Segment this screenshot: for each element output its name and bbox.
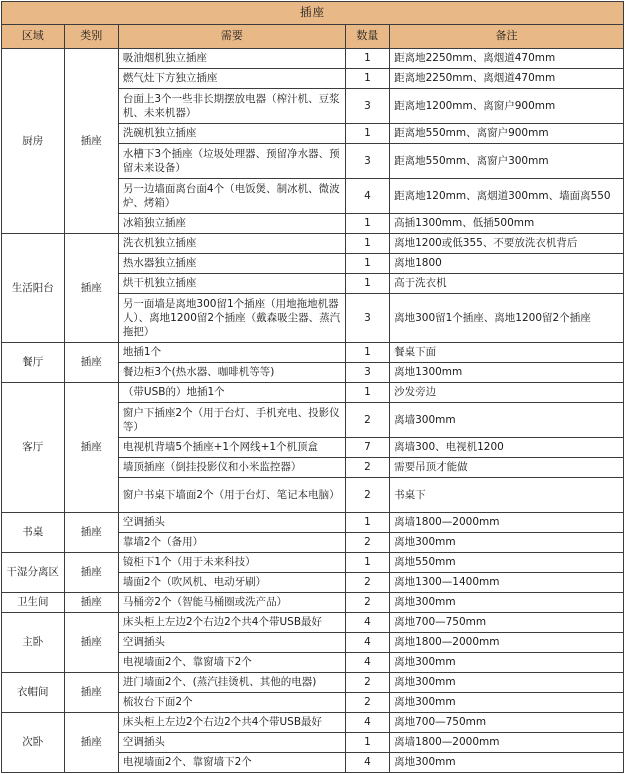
cell-note: 距离地2250mm、离烟道470mm <box>390 49 624 69</box>
cell-quantity: 4 <box>345 613 389 633</box>
cell-quantity: 1 <box>345 553 389 573</box>
cell-quantity: 1 <box>345 124 389 144</box>
cell-note: 离墙1800—2000mm <box>390 733 624 753</box>
cell-note: 离地300mm <box>390 653 624 673</box>
cell-quantity: 2 <box>345 403 389 438</box>
cell-need: 烘干机独立插座 <box>118 274 345 294</box>
cell-need: 墙面2个（吹风机、电动牙刷） <box>118 573 345 593</box>
cell-quantity: 2 <box>345 478 389 513</box>
cell-area: 次卧 <box>2 713 65 773</box>
cell-note: 餐桌下面 <box>390 343 624 363</box>
cell-note: 离地300mm <box>390 533 624 553</box>
cell-note: 离地300留1个插座、离地1200留2个插座 <box>390 294 624 343</box>
cell-note: 书桌下 <box>390 478 624 513</box>
cell-need: （带USB的）地插1个 <box>118 383 345 403</box>
cell-quantity: 1 <box>345 254 389 274</box>
cell-need: 电视机背墙5个插座+1个网线+1个机顶盒 <box>118 438 345 458</box>
table-row <box>2 49 624 69</box>
cell-need: 床头柜上左边2个右边2个共4个带USB最好 <box>118 613 345 633</box>
cell-note: 离地300mm <box>390 693 624 713</box>
cell-quantity: 4 <box>345 753 389 773</box>
cell-need: 马桶旁2个（智能马桶圈或洗产品） <box>118 593 345 613</box>
cell-quantity: 4 <box>345 179 389 214</box>
cell-area: 干湿分离区 <box>2 553 65 593</box>
cell-category: 插座 <box>64 613 118 673</box>
cell-quantity: 2 <box>345 573 389 593</box>
cell-need: 地插1个 <box>118 343 345 363</box>
cell-need: 窗户下插座2个（用于台灯、手机充电、投影仪等） <box>118 403 345 438</box>
cell-need: 水槽下3个插座（垃圾处理器、预留净水器、预留未来设备） <box>118 144 345 179</box>
column-header-row <box>2 25 624 49</box>
cell-note: 高于洗衣机 <box>390 274 624 294</box>
table-row <box>2 513 624 533</box>
cell-category: 插座 <box>64 383 118 513</box>
cell-category: 插座 <box>64 49 118 234</box>
cell-quantity: 1 <box>345 383 389 403</box>
column-header-0: 区域 <box>2 25 65 49</box>
cell-note: 距离地550mm、离窗户900mm <box>390 124 624 144</box>
cell-quantity: 2 <box>345 458 389 478</box>
cell-quantity: 3 <box>345 144 389 179</box>
cell-note: 沙发旁边 <box>390 383 624 403</box>
cell-quantity: 3 <box>345 294 389 343</box>
cell-need: 床头柜上左边2个右边2个共4个带USB最好 <box>118 713 345 733</box>
cell-note: 离地1300—1400mm <box>390 573 624 593</box>
cell-area: 卫生间 <box>2 593 65 613</box>
cell-quantity: 2 <box>345 533 389 553</box>
cell-note: 高插1300mm、低插500mm <box>390 214 624 234</box>
cell-need: 电视墙面2个、靠窗墙下2个 <box>118 753 345 773</box>
cell-area: 书桌 <box>2 513 65 553</box>
cell-need: 进门墙面2个、(蒸汽挂烫机、其他的电器) <box>118 673 345 693</box>
cell-quantity: 1 <box>345 69 389 89</box>
cell-note: 离地550mm <box>390 553 624 573</box>
cell-note: 离地1800 <box>390 254 624 274</box>
cell-category: 插座 <box>64 343 118 383</box>
cell-area: 餐厅 <box>2 343 65 383</box>
cell-note: 距离地2250mm、离烟道470mm <box>390 69 624 89</box>
cell-note: 离地300mm <box>390 593 624 613</box>
cell-need: 窗户书桌下墙面2个（用于台灯、笔记本电脑） <box>118 478 345 513</box>
cell-quantity: 1 <box>345 733 389 753</box>
cell-quantity: 2 <box>345 693 389 713</box>
title-row <box>2 2 624 25</box>
cell-quantity: 1 <box>345 343 389 363</box>
table-row <box>2 553 624 573</box>
cell-quantity: 7 <box>345 438 389 458</box>
cell-need: 燃气灶下方独立插座 <box>118 69 345 89</box>
cell-need: 餐边柜3个(热水器、咖啡机等等) <box>118 363 345 383</box>
table-row <box>2 613 624 633</box>
cell-area: 生活阳台 <box>2 234 65 343</box>
cell-note: 距离地550mm、离窗户300mm <box>390 144 624 179</box>
cell-category: 插座 <box>64 713 118 773</box>
socket-plan-document <box>0 1 625 773</box>
cell-need: 空调插头 <box>118 733 345 753</box>
cell-note: 离地1800—2000mm <box>390 633 624 653</box>
cell-need: 洗衣机独立插座 <box>118 234 345 254</box>
cell-note: 离墙1800—2000mm <box>390 513 624 533</box>
cell-category: 插座 <box>64 513 118 553</box>
cell-quantity: 1 <box>345 274 389 294</box>
column-header-2: 需要 <box>118 25 345 49</box>
cell-category: 插座 <box>64 553 118 593</box>
cell-need: 另一面墙是离地300留1个插座（用地拖地机器人）、离地1200留2个插座（戴森吸尘器、蒸汽拖把） <box>118 294 345 343</box>
cell-need: 镜柜下1个（用于未来科技） <box>118 553 345 573</box>
cell-need: 空调插头 <box>118 633 345 653</box>
cell-area: 厨房 <box>2 49 65 234</box>
cell-quantity: 1 <box>345 49 389 69</box>
cell-note: 距离地1200mm、离窗户900mm <box>390 89 624 124</box>
cell-quantity: 3 <box>345 363 389 383</box>
cell-note: 距离地120mm、离烟道300mm、墙面离550 <box>390 179 624 214</box>
socket-plan-table <box>1 1 624 773</box>
cell-quantity: 4 <box>345 633 389 653</box>
cell-note: 离墙300mm <box>390 403 624 438</box>
cell-area: 主卧 <box>2 613 65 673</box>
table-row <box>2 713 624 733</box>
cell-quantity: 4 <box>345 713 389 733</box>
cell-quantity: 2 <box>345 593 389 613</box>
cell-quantity: 3 <box>345 89 389 124</box>
cell-note: 需要吊顶才能做 <box>390 458 624 478</box>
cell-category: 插座 <box>64 673 118 713</box>
cell-need: 墙顶插座（倒挂投影仪和小米监控器） <box>118 458 345 478</box>
table-row <box>2 673 624 693</box>
cell-quantity: 1 <box>345 234 389 254</box>
column-header-4: 备注 <box>390 25 624 49</box>
cell-note: 离地300mm <box>390 753 624 773</box>
cell-need: 另一边墙面离台面4个（电饭煲、制冰机、微波炉、烤箱） <box>118 179 345 214</box>
cell-note: 离地700—750mm <box>390 613 624 633</box>
cell-need: 吸油烟机独立插座 <box>118 49 345 69</box>
cell-area: 衣帽间 <box>2 673 65 713</box>
cell-category: 插座 <box>64 234 118 343</box>
cell-need: 电视墙面2个、靠窗墙下2个 <box>118 653 345 673</box>
cell-quantity: 1 <box>345 513 389 533</box>
cell-need: 空调插头 <box>118 513 345 533</box>
cell-note: 离地1200或低355、不要放洗衣机背后 <box>390 234 624 254</box>
cell-quantity: 2 <box>345 673 389 693</box>
column-header-3: 数量 <box>345 25 389 49</box>
cell-area: 客厅 <box>2 383 65 513</box>
cell-need: 热水器独立插座 <box>118 254 345 274</box>
cell-need: 洗碗机独立插座 <box>118 124 345 144</box>
cell-need: 台面上3个一些非长期摆放电器（榨汁机、豆浆机、未来机器） <box>118 89 345 124</box>
cell-need: 梳妆台下面2个 <box>118 693 345 713</box>
cell-need: 冰箱独立插座 <box>118 214 345 234</box>
cell-quantity: 4 <box>345 653 389 673</box>
document-title: 插座 <box>2 2 624 25</box>
column-header-1: 类别 <box>64 25 118 49</box>
table-row <box>2 343 624 363</box>
table-row <box>2 383 624 403</box>
cell-quantity: 1 <box>345 214 389 234</box>
cell-need: 靠墙2个（备用） <box>118 533 345 553</box>
table-row <box>2 234 624 254</box>
table-row <box>2 593 624 613</box>
cell-category: 插座 <box>64 593 118 613</box>
cell-note: 离墙300、电视机1200 <box>390 438 624 458</box>
cell-note: 离地700—750mm <box>390 713 624 733</box>
cell-note: 离地1300mm <box>390 363 624 383</box>
cell-note: 离地300mm <box>390 673 624 693</box>
